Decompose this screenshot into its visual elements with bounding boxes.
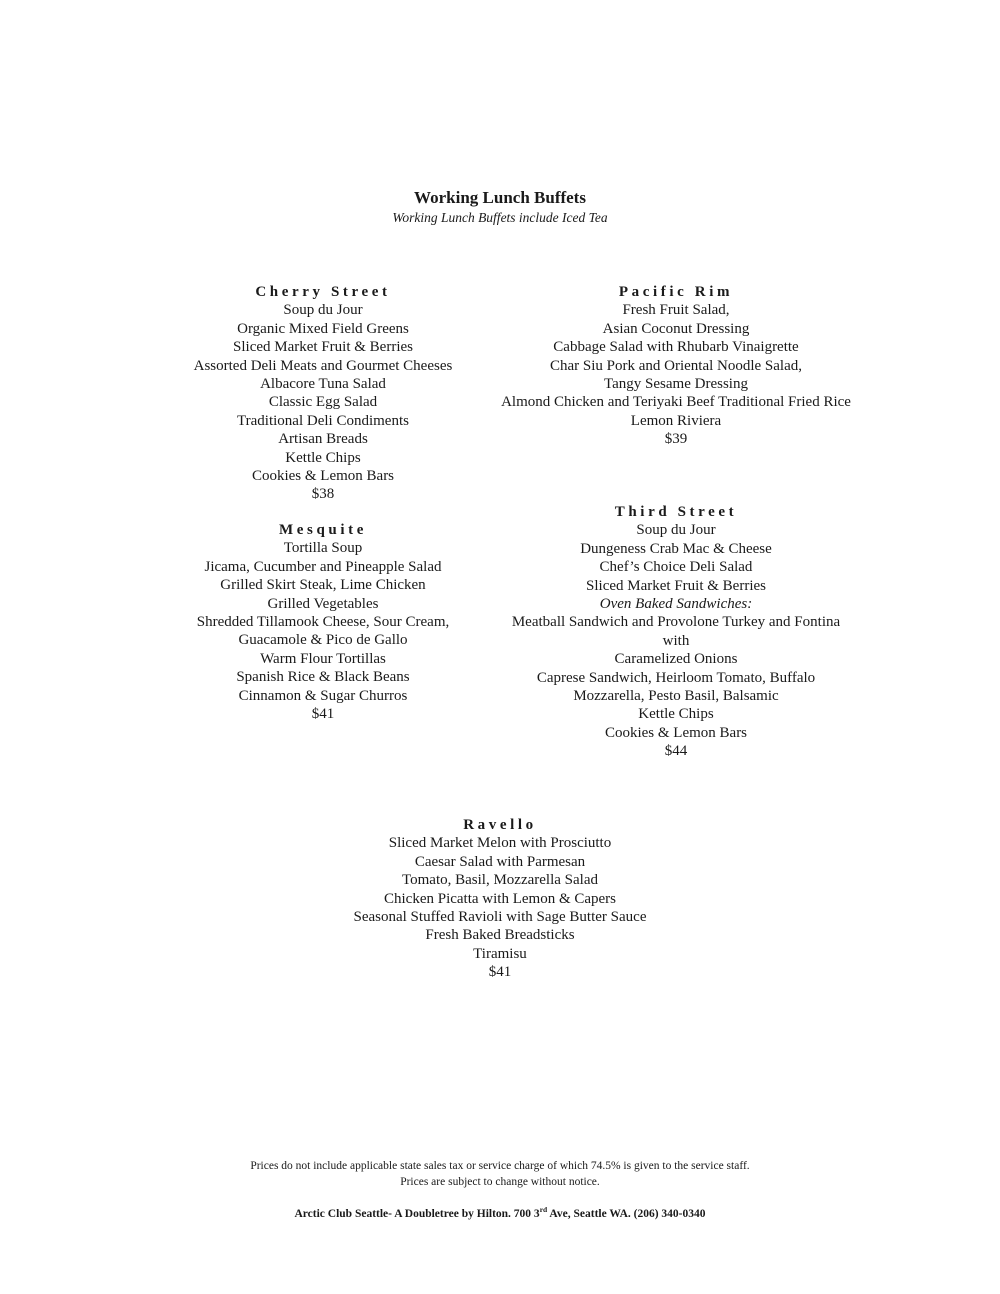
menu-section-cherry-street [173,283,473,504]
section-price: $41 [488,964,512,981]
menu-item: Cabbage Salad with Rhubarb Vinaigrette [553,339,799,356]
menu-item: Soup du Jour [636,522,716,539]
menu-item: Kettle Chips [285,449,361,466]
hotel-address [0,1205,1000,1220]
menu-item: Cinnamon & Sugar Churros [238,687,408,704]
menu-item: Shredded Tillamook Cheese, Sour Cream, [196,614,450,631]
menu-item: Tortilla Soup [283,540,363,557]
menu-item: Fresh Fruit Salad, [622,302,730,319]
menu-item: Meatball Sandwich and Provolone Turkey and Fontina with [511,614,841,649]
menu-section-pacific-rim [500,283,852,449]
section-heading: Pacific Rim [618,284,734,300]
menu-item: Seasonal Stuffed Ravioli with Sage Butter Sauce [353,909,647,926]
section-price: $44 [664,743,688,760]
section-price: $39 [664,431,688,448]
page-subtitle: Working Lunch Buffets include Iced Tea [392,210,608,225]
menu-item: Sliced Market Fruit & Berries [586,577,766,594]
menu-item: Tangy Sesame Dressing [604,376,748,393]
section-heading: Third Street [614,504,738,520]
menu-item: Grilled Vegetables [267,595,379,612]
tax-note: Prices do not include applicable state sales tax or service charge of which 74.5% is given to the service staff. [250,1160,750,1172]
menu-item: Char Siu Pork and Oriental Noodle Salad, [549,357,803,374]
menu-item: Tomato, Basil, Mozzarella Salad [402,872,598,889]
menu-item: Lemon Riviera [630,412,722,429]
menu-item: Artisan Breads [278,431,368,448]
page-title: Working Lunch Buffets [414,188,586,207]
menu-item: Kettle Chips [638,706,714,723]
menu-item: Albacore Tuna Salad [260,376,386,393]
menu-item: Almond Chicken and Teriyaki Beef Traditional Fried Rice [501,394,851,411]
address-part: Arctic Club Seattle- A Doubletree by Hilton. 700 3 [294,1207,540,1220]
menu-item: Soup du Jour [283,302,363,319]
menu-item: Organic Mixed Field Greens [237,320,409,337]
menu-item: Caesar Salad with Parmesan [414,853,586,870]
menu-item: Classic Egg Salad [268,394,378,411]
menu-item: Spanish Rice & Black Beans [236,669,410,686]
section-price: $41 [311,706,335,723]
menu-section-mesquite [173,521,473,723]
menu-item: Fresh Baked Breadsticks [425,927,575,944]
menu-item: Sliced Market Melon with Prosciutto [388,835,612,852]
menu-item: Cookies & Lemon Bars [251,468,395,485]
section-price: $38 [311,486,335,503]
menu-item: Guacamole & Pico de Gallo [238,632,408,649]
menu-item: Warm Flour Tortillas [260,650,386,667]
menu-item: Cookies & Lemon Bars [604,724,748,741]
menu-item: Caprese Sandwich, Heirloom Tomato, Buffalo Mozzarella, Pesto Basil, Balsamic [536,669,816,705]
section-heading: Cherry Street [255,284,391,300]
menu-section-ravello [300,816,700,982]
menu-item: Jicama, Cucumber and Pineapple Salad [204,558,442,575]
menu-item: Caramelized Onions [614,651,738,668]
sandwich-subheading: Oven Baked Sandwiches: [599,596,753,613]
address-ordinal: rd [539,1205,548,1214]
section-heading: Ravello [463,817,537,833]
section-heading: Mesquite [279,522,367,538]
price-change-note: Prices are subject to change without notice. [400,1176,600,1188]
menu-item: Grilled Skirt Steak, Lime Chicken [220,577,426,594]
menu-item: Sliced Market Fruit & Berries [233,339,413,356]
menu-item: Asian Coconut Dressing [602,320,750,337]
menu-item: Assorted Deli Meats and Gourmet Cheeses [193,357,453,374]
menu-item: Tiramisu [473,945,527,962]
menu-item: Traditional Deli Condiments [237,412,409,429]
address-part: Ave, Seattle WA. (206) 340-0340 [547,1207,706,1220]
menu-section-third-street [500,503,852,761]
menu-item: Chef’s Choice Deli Salad [599,559,753,576]
menu-item: Chicken Picatta with Lemon & Capers [383,890,617,907]
menu-item: Dungeness Crab Mac & Cheese [580,540,772,557]
